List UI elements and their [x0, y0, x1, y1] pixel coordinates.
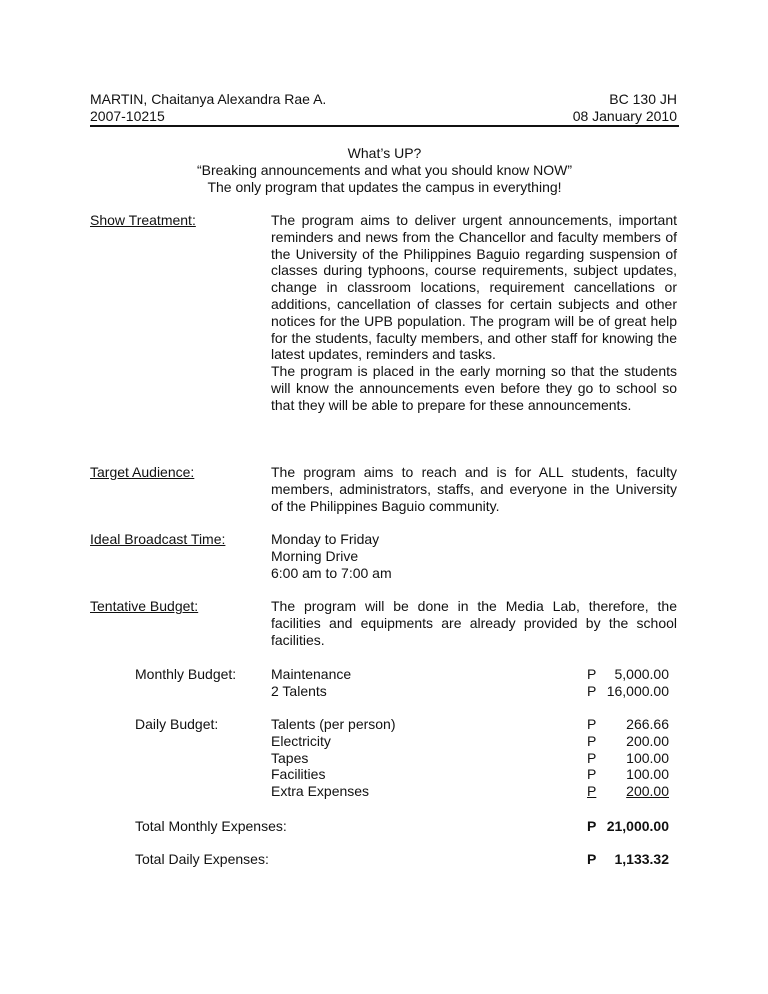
- program-title: What’s UP?: [347, 145, 422, 161]
- amount-value: 100.00: [626, 766, 669, 783]
- amount-value: 5,000.00: [614, 666, 669, 682]
- currency-symbol: P: [587, 818, 597, 834]
- show-treatment-text: [271, 212, 677, 414]
- tentative-budget-text: The program will be done in the Media Lab, therefore, the facilities and equipments are already provided by the school facilities.: [271, 598, 677, 648]
- amount-value: 200.00: [626, 732, 669, 749]
- program-description: The only program that updates the campus in everything!: [207, 179, 562, 195]
- show-treatment-paragraph-1: The program aims to deliver urgent announcements, important reminders and news from the Chancellor and faculty members of the University of the Philippines Baguio regarding suspension of classes during typhoons, course requirements, subject updates, change in classroom locations, requirement cancellations or additions, cancellation of classes for certain subjects and other notices for the UPB population. The program will be of great help for the students, faculty members, and other staff for knowing the latest updates, reminders and tasks.: [271, 212, 677, 363]
- monthly-amount-row: [587, 683, 669, 700]
- currency-symbol: P: [587, 851, 597, 867]
- show-treatment-paragraph-2: The program is placed in the early morning so that the students will know the announcements even before they go to school so that they will be able to prepare for these announcements.: [271, 363, 677, 413]
- currency-symbol: P: [587, 716, 597, 732]
- monthly-amount-row: [587, 666, 669, 683]
- currency-symbol: P: [587, 682, 597, 699]
- currency-symbol: P: [587, 783, 597, 800]
- currency-symbol: P: [587, 766, 597, 783]
- daily-item-name: Tapes: [271, 749, 309, 766]
- amount-value: 100.00: [626, 749, 669, 766]
- header-divider: [90, 125, 679, 127]
- currency-symbol: P: [587, 749, 597, 766]
- total-daily-amount: [587, 851, 669, 868]
- daily-budget-label: Daily Budget:: [135, 716, 219, 732]
- monthly-budget-items: [271, 666, 351, 700]
- daily-item-name: Talents (per person): [271, 716, 396, 732]
- student-number: 2007-10215: [90, 108, 165, 124]
- target-audience-text: The program aims to reach and is for ALL students, faculty members, administrators, staffs, and everyone in the University of the Philippines Baguio community.: [271, 464, 677, 514]
- show-treatment-label: Show Treatment:: [90, 212, 196, 228]
- daily-amount-row: [587, 716, 669, 733]
- broadcast-hours: 6:00 am to 7:00 am: [271, 564, 392, 581]
- daily-amount-row: [587, 766, 669, 783]
- monthly-item-name: Maintenance: [271, 666, 352, 682]
- daily-amount-row: [587, 783, 669, 800]
- daily-item-name: Facilities: [271, 766, 326, 783]
- total-monthly-row: [587, 818, 669, 835]
- daily-budget-amounts: [587, 716, 669, 800]
- monthly-budget-label: Monthly Budget:: [135, 666, 237, 682]
- currency-symbol: P: [587, 732, 597, 749]
- monthly-budget-amounts: [587, 666, 669, 700]
- amount-value: 266.66: [626, 716, 669, 732]
- daily-budget-items: [271, 716, 396, 800]
- total-daily-label: Total Daily Expenses:: [135, 851, 269, 867]
- amount-value: 200.00: [626, 783, 669, 800]
- student-name: MARTIN, Chaitanya Alexandra Rae A.: [90, 91, 327, 107]
- target-audience-label: Target Audience:: [90, 464, 195, 480]
- daily-item-name: Electricity: [271, 732, 331, 749]
- daily-amount-row: [587, 733, 669, 750]
- amount-value: 21,000.00: [606, 818, 669, 834]
- tentative-budget-label: Tentative Budget:: [90, 598, 199, 614]
- broadcast-slot: Morning Drive: [271, 547, 359, 564]
- monthly-item-name: 2 Talents: [271, 682, 327, 699]
- daily-amount-row: [587, 750, 669, 767]
- program-tagline: “Breaking announcements and what you should know NOW”: [196, 162, 573, 178]
- total-daily-row: [587, 851, 669, 868]
- document-date: 08 January 2010: [572, 108, 677, 124]
- course-code: BC 130 JH: [609, 91, 677, 107]
- broadcast-time-lines: [271, 531, 392, 581]
- daily-item-name: Extra Expenses: [271, 783, 370, 800]
- broadcast-time-label: Ideal Broadcast Time:: [90, 531, 226, 547]
- total-monthly-amount: [587, 818, 669, 835]
- broadcast-days: Monday to Friday: [271, 531, 380, 547]
- currency-symbol: P: [587, 666, 597, 682]
- total-monthly-label: Total Monthly Expenses:: [135, 818, 287, 834]
- amount-value: 1,133.32: [614, 851, 669, 867]
- amount-value: 16,000.00: [606, 682, 669, 699]
